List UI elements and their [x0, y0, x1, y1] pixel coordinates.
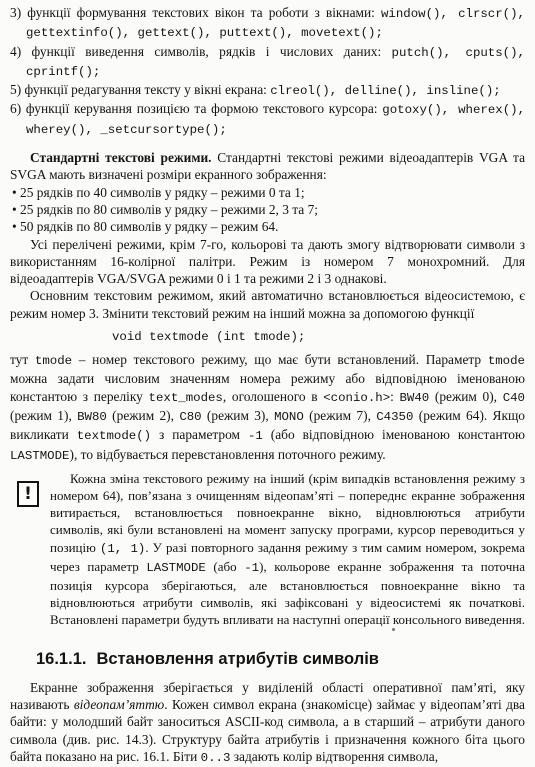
- inline-code: (1, 1): [99, 541, 146, 556]
- inline-code: -1: [247, 429, 263, 444]
- bullet-item: • 25 рядків по 80 символів у рядку – режими 2, 3 та 7;: [12, 201, 319, 217]
- inline-code: 0..3: [200, 750, 231, 765]
- inline-code: C80: [179, 409, 202, 424]
- list-item: 6) функції керування позицією та формою текстового курсора: gotoxy(), wherex(), wherey(), _setcursortype();: [10, 101, 525, 137]
- text-run: тут: [10, 352, 35, 368]
- code-line: void textmode (int tmode);: [112, 330, 306, 345]
- paragraph: Усі перелічені режими, крім 7-го, кольорові та дають змогу відтворювати символи з використанням 16-колірної палітри. Режим із номером 7 монохромний. Для відеоадаптерів VGA/SVGA режими 0 і 1 та режими 2 і 3 однакові.: [10, 236, 525, 287]
- parameter-paragraph: [10, 351, 525, 465]
- italic-term: відеопам’яттю: [73, 696, 165, 712]
- text-run: (або: [205, 558, 245, 574]
- modes-bullet-list: [10, 184, 525, 236]
- text-run: . У разі повторного задання режиму з тим самим номером, зокрема через параметр: [50, 539, 525, 574]
- function-list: [10, 4, 525, 139]
- text-run: задають колір відтворення символа,: [230, 748, 439, 764]
- list-item: 4) функції виведення символів, рядків і числових даних: putch(), cputs(), cprintf();: [10, 43, 525, 79]
- inline-code: C40: [502, 390, 525, 405]
- inline-code: textmode(): [76, 429, 152, 444]
- inline-code: tmode: [487, 354, 525, 369]
- inline-code: LASTMODE: [146, 560, 206, 575]
- section-title: Встановлення атрибутів символів: [96, 649, 379, 668]
- text-run: (режим 3),: [201, 407, 275, 423]
- text-run: (режим 64). Якщо викликати: [10, 407, 526, 443]
- inline-code: MONO: [274, 409, 304, 424]
- bullet-item: • 50 рядків по 80 символів у рядку – режим 64.: [12, 219, 279, 235]
- section-paragraph: [10, 679, 525, 767]
- list-item: 3) функції формування текстових вікон та роботи з вікнами: window(), clrscr(), gettextinfo(), gettext(), puttext(), movetext();: [10, 5, 525, 41]
- inline-code: tmode: [34, 354, 73, 369]
- text-run: . Кожен символ екрана (знакомісце) займає у відеопам’яті два байти: у молодший байт заноситься ASCII-код символа, а в старший – атрибути даного символа (див. рис. 14.3). Структуру байта атрибутів і призначення кожного біта цього байта показано на рис. 16.1. Біти: [10, 696, 525, 764]
- text-run: (режим 2),: [106, 407, 180, 423]
- inline-code: BW40: [399, 390, 430, 405]
- text-run: ), то відбувається перевстановлення поточного режиму.: [69, 446, 386, 462]
- bullet-item: • 25 рядків по 40 символів у рядку – режими 0 та 1;: [12, 184, 305, 200]
- text-run: – номер текстового режиму, що має бути встановлений. Параметр: [72, 352, 488, 368]
- text-run: , оголошеного в: [222, 388, 324, 404]
- scan-dot: [392, 628, 395, 631]
- inline-code: BW80: [77, 409, 107, 424]
- modes-intro: Стандартні текстові режими. Стандартні текстові режими відеоадаптерів VGA та SVGA мають визначені розміри екранного зображення:: [10, 150, 526, 183]
- section-number: 16.1.1.: [36, 649, 87, 668]
- modes-lead: Стандартні текстові режими.: [30, 150, 212, 166]
- inline-code: <conio.h>: [323, 390, 391, 405]
- text-run: (режим 0),: [429, 388, 503, 404]
- inline-code: C4350: [376, 409, 414, 424]
- text-run: (режим 7),: [303, 407, 377, 423]
- note-block: [10, 470, 525, 629]
- text-run: Кожна зміна текстового режиму на інший (крім випадків встановлення режиму з номером 64), пов’язана з очищенням відеопам’яті – попереднє екранне зображення витирається, встановлюється повноекранне вікно, відновлюються атрибути символів, які були встановлені на момент запуску програми, курсор переводиться у позицію: [50, 470, 525, 555]
- inline-code: LASTMODE: [10, 448, 70, 463]
- list-item: 5) функції редагування тексту у вікні екрана: clreol(), delline(), insline();: [10, 82, 501, 99]
- section-heading: [10, 649, 525, 669]
- text-run: (або відповідною іменованою константою: [262, 427, 526, 443]
- text-run: Екранне зображення зберігається у виділеній області оперативної пам’яті, яку називають: [10, 679, 525, 712]
- text-run: (режим 1),: [10, 407, 78, 423]
- text-run: з параметром: [151, 427, 248, 443]
- text-run: :: [390, 388, 400, 404]
- inline-code: text_modes: [148, 390, 223, 405]
- text-run: можна задати числовим значенням номера режиму або відповідною іменованою константою з переліку: [10, 371, 525, 404]
- inline-code: -1: [244, 560, 260, 575]
- exclamation-icon: !: [17, 481, 39, 507]
- note-text: [50, 470, 525, 629]
- paragraph: Основним текстовим режимом, який автоматично встановлюється відеосистемою, є режим номер 3. Змінити текстовий режим на інший можна за допомогою функції: [10, 288, 525, 321]
- text-run: ), кольорове екранне зображення та поточна позиція курсора зберігаються, але встановлюється повноекранне вікно та відновлюються атрибути символів, які зафіксовані у відеосистемі як початкові. Встановлені параметри будуть впливати на наступні операції консольного виведення.: [50, 558, 526, 628]
